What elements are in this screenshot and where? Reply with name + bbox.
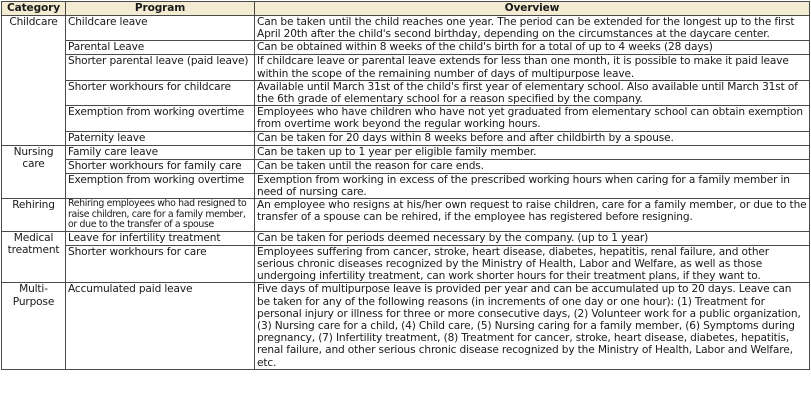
program-cell: Family care leave xyxy=(66,145,255,159)
table-row xyxy=(2,41,810,55)
program-cell: Shorter parental leave (paid leave) xyxy=(66,55,255,80)
table-row xyxy=(2,55,810,80)
overview-cell: If childcare leave or parental leave extends for less than one month, it is possible to make it paid leave within the scope of the remaining number of days of multipurpose leave. xyxy=(255,55,810,80)
category-childcare: Childcare xyxy=(2,16,66,146)
table-row xyxy=(2,159,810,173)
table-row xyxy=(2,16,810,41)
table-row xyxy=(2,283,810,369)
program-cell: Accumulated paid leave xyxy=(66,283,255,369)
program-cell: Rehiring employees who had resigned to raise children, care for a family member, or due to the transfer of a spouse xyxy=(66,199,255,232)
table-row xyxy=(2,231,810,245)
table-row xyxy=(2,80,810,105)
overview-cell: An employee who resigns at his/her own request to raise children, care for a family member, or due to the transfer of a spouse can be rehired, if the employee has registered before resigning. xyxy=(255,199,810,232)
overview-cell: Five days of multipurpose leave is provided per year and can be accumulated up to 20 days. Leave can be taken for any of the following reasons (in increments of one day or one hour): (1) Treatment for personal injury or illness for three or more consecutive days, (2) Volunteer work for a public organization, (3) Nursing care for a child, (4) Child care, (5) Nursing caring for a family member, (6) Symptoms during pregnancy, (7) Infertility treatment, (8) Treatment for cancer, stroke, heart disease, diabetes, hepatitis, renal failure, and other serious chronic disease recognized by the Ministry of Health, Labor and Welfare, etc. xyxy=(255,283,810,369)
program-cell: Leave for infertility treatment xyxy=(66,231,255,245)
overview-header: Overview xyxy=(255,2,810,16)
table-row xyxy=(2,145,810,159)
category-rehiring: Rehiring xyxy=(2,199,66,232)
program-cell: Parental Leave xyxy=(66,41,255,55)
program-header: Program xyxy=(66,2,255,16)
program-cell: Exemption from working overtime xyxy=(66,106,255,131)
program-cell: Childcare leave xyxy=(66,16,255,41)
category-nursing-care: Nursing care xyxy=(2,145,66,198)
overview-cell: Can be taken until the child reaches one year. The period can be extended for the longest up to the first April 20th after the child's second birthday, depending on the circumstances at the daycare center. xyxy=(255,16,810,41)
table-row xyxy=(2,245,810,283)
table-row xyxy=(2,199,810,232)
header-row xyxy=(2,2,810,16)
overview-cell: Can be taken for periods deemed necessary by the company. (up to 1 year) xyxy=(255,231,810,245)
program-cell: Paternity leave xyxy=(66,131,255,145)
program-cell: Shorter workhours for family care xyxy=(66,159,255,173)
benefits-table xyxy=(1,1,810,370)
overview-cell: Can be taken for 20 days within 8 weeks before and after childbirth by a spouse. xyxy=(255,131,810,145)
overview-cell: Can be taken up to 1 year per eligible family member. xyxy=(255,145,810,159)
overview-cell: Exemption from working in excess of the prescribed working hours when caring for a family member in need of nursing care. xyxy=(255,173,810,198)
program-cell: Exemption from working overtime xyxy=(66,173,255,198)
overview-cell: Employees who have children who have not yet graduated from elementary school can obtain exemption from overtime work beyond the regular working hours. xyxy=(255,106,810,131)
category-header: Category xyxy=(2,2,66,16)
overview-cell: Can be obtained within 8 weeks of the child's birth for a total of up to 4 weeks (28 days) xyxy=(255,41,810,55)
program-cell: Shorter workhours for childcare xyxy=(66,80,255,105)
category-multi-purpose: Multi-Purpose xyxy=(2,283,66,369)
overview-cell: Available until March 31st of the child's first year of elementary school. Also available until March 31st of the 6th grade of elementary school for a reason specified by the company. xyxy=(255,80,810,105)
table-row xyxy=(2,131,810,145)
category-medical-treatment: Medical treatment xyxy=(2,231,66,283)
table-row xyxy=(2,173,810,198)
program-cell: Shorter workhours for care xyxy=(66,245,255,283)
table-row xyxy=(2,106,810,131)
overview-cell: Can be taken until the reason for care ends. xyxy=(255,159,810,173)
overview-cell: Employees suffering from cancer, stroke, heart disease, diabetes, hepatitis, renal failure, and other serious chronic diseases recognized by the Ministry of Health, Labor and Welfare, as well as those undergoing infertility treatment, can work shorter hours for their treatment plans, if they want to. xyxy=(255,245,810,283)
